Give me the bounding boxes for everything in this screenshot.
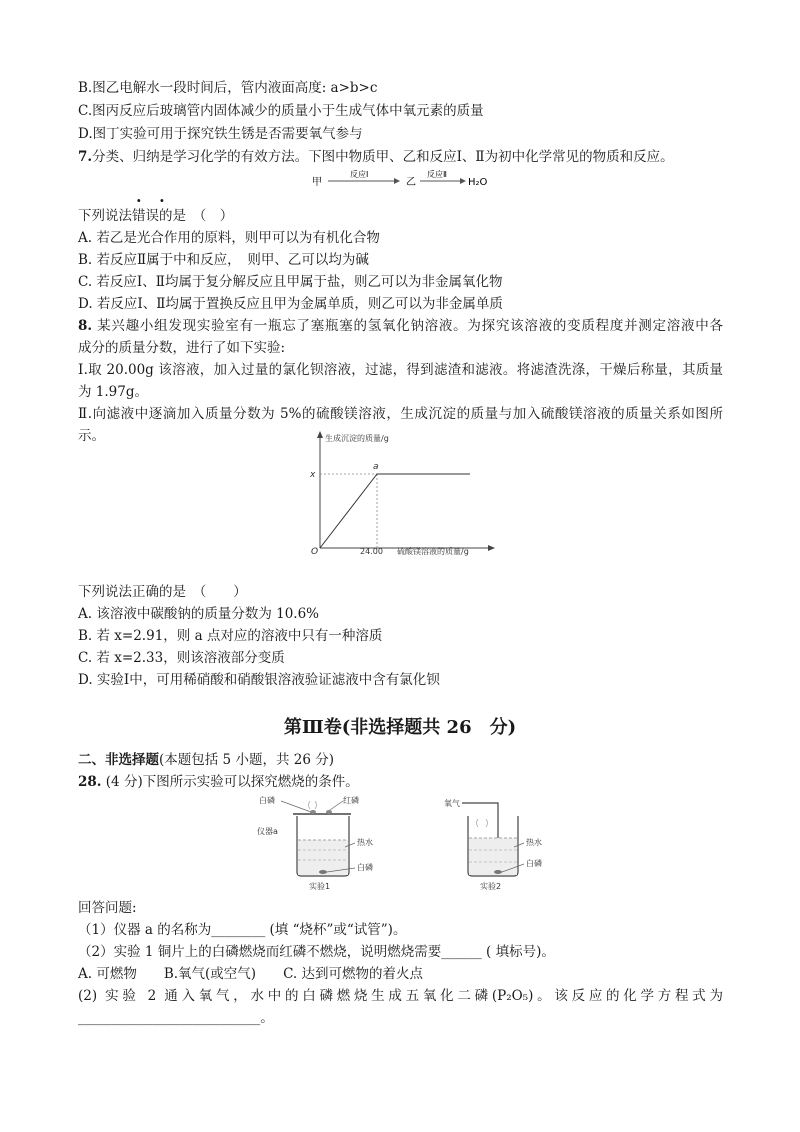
origin-label: O: [311, 547, 319, 557]
q8-option-b: B. 若 x=2.91，则 a 点对应的溶液中只有一种溶质: [78, 628, 383, 644]
q8-step2-line1: Ⅱ.向滤液中逐滴加入质量分数为 5%的硫酸镁溶液，生成沉淀的质量与加入硫酸镁溶液的质量关系如图所: [78, 406, 723, 422]
q7-option-c: C. 若反应Ⅰ、Ⅱ均属于复分解反应且甲属于盐，则乙可以为非金属氧化物: [78, 274, 503, 290]
q28-stem: [78, 773, 359, 791]
q7-option-d: D. 若反应Ⅰ、Ⅱ均属于置换反应且甲为金属单质，则乙可以为非金属单质: [78, 296, 503, 312]
point-a-label: a: [373, 462, 379, 472]
q8-number: 8.: [78, 318, 93, 334]
q6-option-c: C.图丙反应后玻璃管内固体减少的质量小于生成气体中氧元素的质量: [78, 103, 484, 119]
exp1-reshui-label: 热水: [357, 838, 373, 847]
q8-prompt: 下列说法正确的是 （ ）: [78, 584, 247, 600]
q6-option-b: B.图乙电解水一段时间后，管内液面高度: a>b>c: [78, 80, 378, 96]
smoke-wisps-2: [477, 819, 488, 827]
flow-h2o: H₂O: [468, 177, 488, 188]
part2-heading: [78, 751, 334, 769]
q8-step2-line2: 示。: [78, 428, 105, 444]
q8-stem-line1: [78, 317, 723, 335]
x-axis-label: 硫酸镁溶液的质量/g: [397, 547, 469, 556]
q7-stem: [78, 148, 674, 166]
exp1-bailin-label: 白磷: [259, 796, 275, 805]
flow-arrow-1-head: [394, 178, 400, 184]
q28-part3-line2: ___________________________。: [78, 1010, 274, 1026]
precipitate-mass-graph: [305, 428, 500, 563]
section-title: 第Ⅲ卷(非选择题共 26 分): [283, 717, 517, 738]
q28-part1: （1）仪器 a 的名称为________ (填 “烧杯”或“试管”)。: [78, 922, 407, 938]
flow-arrow-2-head: [460, 178, 466, 184]
flow-yi: 乙: [406, 177, 416, 188]
q8-option-d: D. 实验Ⅰ中，可用稀硝酸和硝酸银溶液验证滤液中含有氯化钡: [78, 672, 440, 688]
exp1-yiqi-label: 仪器a: [257, 827, 278, 836]
q28-part3-line1: (2) 实验 2 通入氧气，水中的白磷燃烧生成五氧化二磷(P₂O₅)。该反应的化学方程式为: [78, 988, 723, 1004]
exp1-honglin-label: 红磷: [343, 796, 359, 805]
flow-r2-label: 反应Ⅱ: [427, 170, 447, 179]
q28-number: 28.: [78, 774, 102, 790]
q8-stem-line2: 成分的质量分数，进行了如下实验:: [78, 340, 286, 356]
answer-prompt: 回答问题:: [78, 900, 137, 916]
x-axis-arrow: [488, 545, 495, 551]
x-tick-label: 24.00: [360, 547, 383, 556]
q7-prompt: 下列说法错误的是 （ ）: [78, 208, 234, 224]
q6-option-d: D.图丁实验可用于探究铁生锈是否需要氧气参与: [78, 126, 363, 142]
exp2-caption: 实验2: [480, 882, 502, 891]
q7-number: 7.: [78, 149, 93, 165]
reaction-flow-diagram: [300, 166, 500, 194]
q28-stem-text: (4 分)下图所示实验可以探究燃烧的条件。: [101, 774, 359, 790]
y-axis-label: 生成沉淀的质量/g: [325, 434, 389, 443]
q8-option-c: C. 若 x=2.33，则该溶液部分变质: [78, 650, 285, 666]
white-phosphorus-dot: [310, 810, 316, 814]
underwater-phosphorus: [319, 870, 327, 874]
q8-step1-line1: Ⅰ.取 20.00g 该溶液，加入过量的氯化钡溶液，过滤，得到滤渣和滤液。将滤渣洗涤，干燥后称量，其质量: [78, 362, 723, 378]
y-tick-label: x: [310, 470, 316, 480]
exp2-reshui-label: 热水: [526, 838, 542, 847]
part2-heading-bold: 二、非选择题: [78, 752, 159, 768]
part2-heading-rest: (本题包括 5 小题，共 26 分): [159, 752, 334, 768]
exp2-yangqi-label: 氧气: [444, 799, 460, 808]
q7-stem-text: 分类、归纳是学习化学的有效方法。下图中物质甲、乙和反应Ⅰ、Ⅱ为初中化学常见的物质和反应。: [92, 149, 674, 165]
red-phosphorus-dot: [326, 810, 332, 814]
q28-part2: （2）实验 1 铜片上的白磷燃烧而红磷不燃烧，说明燃烧需要______ ( 填标号)。: [78, 944, 555, 960]
q7-option-b: B. 若反应Ⅱ属于中和反应， 则甲、乙可以均为碱: [78, 252, 369, 268]
exp1-bailin2-label: 白磷: [357, 863, 373, 872]
q28-part2-options: A. 可燃物 B.氧气(或空气) C. 达到可燃物的着火点: [78, 966, 424, 982]
experiment1-apparatus: [255, 792, 395, 892]
data-line-rising: [320, 474, 377, 548]
q8-step1-line2: 为 1.97g。: [78, 384, 148, 400]
flow-r1-label: 反应Ⅰ: [350, 170, 369, 179]
exp2-bailin-label: 白磷: [526, 859, 542, 868]
flow-jia: 甲: [312, 177, 322, 188]
q8-stem-text: 某兴趣小组发现实验室有一瓶忘了塞瓶塞的氢氧化钠溶液。为探究该溶液的变质程度并测定溶液中各: [97, 318, 724, 334]
q8-option-a: A. 该溶液中碳酸钠的质量分数为 10.6%: [78, 606, 320, 622]
smoke-wisps: [309, 801, 317, 809]
q7-option-a: A. 若乙是光合作用的原料，则甲可以为有机化合物: [78, 230, 380, 246]
exp1-caption: 实验1: [309, 882, 331, 891]
emphasis-dots: · ·: [136, 191, 171, 210]
y-axis-arrow: [317, 431, 323, 438]
underwater-phosphorus-2: [494, 870, 502, 874]
experiment2-apparatus: [440, 792, 555, 892]
